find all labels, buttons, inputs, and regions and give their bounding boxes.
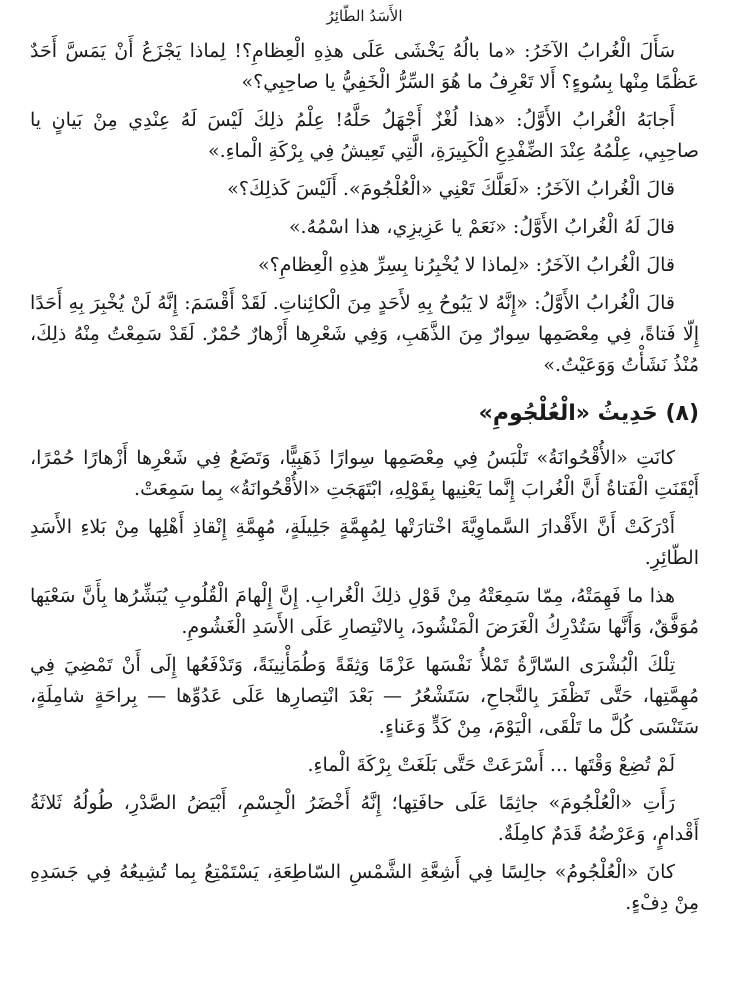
paragraph: قالَ الْغُرابُ الأَوَّلُ: «إِنَّهُ لا يَبُوحُ بِهِ لأَحَدٍ مِنَ الْكائِناتِ. لَقَدْ أَقْسَمَ: إِنَّهُ لَنْ يُخْبِرَ بِهِ أَحَدًا إِلّا فَتاةً، فِي مِعْصَمِها سِوارٌ مِنَ الذَّهَبِ، وَفِي شَعْرِها أَزْهارٌ حُمْرٌ. لَقَدْ سَمِعْتُ مِنْهُ ذلِكَ، مُنْذُ نَشَأْتُ وَوَعَيْتُ.» [30,292,699,376]
paragraph: رَأَتِ «الْعُلْجُومَ» جاثِمًا عَلَى حافَتِها؛ إِنَّهُ أَخْضَرُ الْجِسْمِ، أَبْيَضُ الصَّدْرِ، طُولُهُ ثَلاثَةُ أَقْدامٍ، وَعَرْضُهُ قَدَمٌ كامِلَةٌ. [30,792,699,845]
paragraph: أَجابَهُ الْغُرابُ الأَوَّلُ: «هذا لُغْزٌ أَجْهَلُ حَلَّهُ! عِلْمُ ذلِكَ لَيْسَ لَهُ عِنْدِي مِنْ بَيانٍ يا صاحِبِي، عِلْمُهُ عِنْدَ الضِّفْدِعِ الْكَبِيرَةِ، الَّتِي تَعِيشُ فِي بِرْكَةِ الْماءِ.» [30,109,699,162]
paragraph: تِلْكَ الْبُشْرَى السّارَّةُ تَمْلأُ نَفْسَها عَزْمًا وَثِقَةً وَطُمَأْنِينَةً، وَتَدْفَعُها إِلَى أَنْ تَمْضِيَ فِي مُهِمَّتِها، حَتَّى تَظْفَرَ بِالنَّجاحِ، سَتَشْعُرُ — بَعْدَ انْتِصارِها عَلَى عَدُوِّها — بِراحَةٍ شامِلَةٍ، سَتَنْسَى كُلَّ ما تَلْقَى، الْيَوْمَ، مِنْ كَدٍّ وَعَناءٍ. [30,654,699,738]
paragraph: قالَ لَهُ الْغُرابُ الأَوَّلُ: «نَعَمْ يا عَزِيزِي، هذا اسْمُهُ.» [288,216,675,238]
paragraph: لَمْ تُضِعْ وَقْتَها ... أَسْرَعَتْ حَتَّى بَلَغَتْ بِرْكَةَ الْماءِ. [307,754,675,776]
chapter-heading: (٨) حَدِيثُ «الْعُلْجُومِ» [478,401,699,426]
paragraph: قالَ الْغُرابُ الآخَرُ: «لِماذا لا يُخْبِرُنا بِسِرِّ هذِهِ الْعِظامِ؟» [258,254,675,276]
paragraph: كانَتِ «الأُقْحُوانَةُ» تَلْبَسُ فِي مِعْصَمِها سِوارًا ذَهَبِيًّا، وَتَضَعُ فِي شَعْرِها أَزْهارًا حُمْرًا، أَيْقَنَتِ الْفَتاةُ أَنَّ الْغُرابَ إِنَّما يَعْنِيها بِقَوْلِهِ، ابْتَهَجَتِ «الأُقْحُوانَةُ» بِما سَمِعَتْ. [30,447,699,500]
paragraph: أَدْرَكَتْ أَنَّ الأَقْدارَ السَّماوِيَّةَ اخْتارَتْها لِمُهِمَّةٍ جَلِيلَةٍ، مُهِمَّةِ إِنْقاذِ أَهْلِها مِنْ بَلاءِ الأَسَدِ الطّائِرِ. [30,516,699,569]
chapter-section [30,397,699,919]
running-header: الأَسَدُ الطّائِرُ [326,7,403,25]
dialogue-section [30,36,699,381]
paragraph: قالَ الْغُرابُ الآخَرُ: «لَعَلَّكَ تَعْنِي «الْعُلْجُومَ». أَلَيْسَ كَذلِكَ؟» [227,178,675,200]
paragraph: كانَ «الْعُلْجُومُ» جالِسًا فِي أَشِعَّةِ الشَّمْسِ السّاطِعَةِ، يَسْتَمْتِعُ بِما تُشِيعُهُ فِي جَسَدِهِ مِنْ دِفْءٍ. [30,861,699,914]
paragraph: هذا ما فَهِمَتْهُ، مِمّا سَمِعَتْهُ مِنْ قَوْلِ ذلِكَ الْغُرابِ. إِنَّ إِلْهامَ الْقُلُوبِ يُبَشِّرُها بِأَنَّ سَعْيَها مُوَفَّقٌ، وَأَنَّها سَتُدْرِكُ الْغَرَضَ الْمَنْشُودَ، بِالانْتِصارِ عَلَى الأَسَدِ الْغَشُومِ. [30,585,699,638]
paragraph: سَأَلَ الْغُرابُ الآخَرُ: «ما بالُهُ يَخْشَى عَلَى هذِهِ الْعِظامِ؟! لِماذا يَجْزَعُ أَنْ يَمَسَّ أَحَدٌ عَظْمًا مِنْها بِسُوءٍ؟ أَلا تَعْرِفُ ما هُوَ السِّرُّ الْخَفِيُّ يا صاحِبِي؟» [30,40,699,93]
